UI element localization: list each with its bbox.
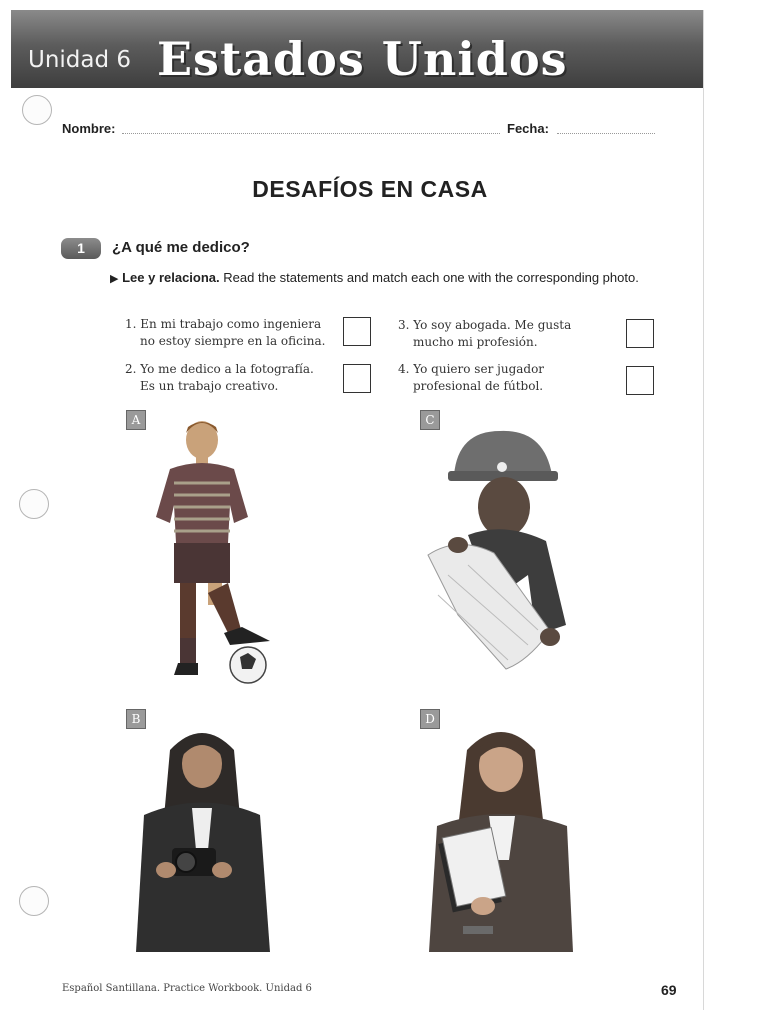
date-label: Fecha:: [507, 121, 549, 136]
play-arrow-icon: ▶: [110, 273, 119, 285]
binder-hole: [19, 886, 49, 916]
engineer-photo: [418, 425, 583, 675]
name-field[interactable]: [122, 133, 500, 134]
statement-3: [398, 317, 571, 351]
page-edge: [703, 10, 704, 1010]
unit-title: Estados Unidos: [157, 32, 568, 86]
photo-label-b: B: [126, 709, 146, 729]
name-label: Nombre:: [62, 121, 116, 136]
statement-line: 4. Yo quiero ser jugador: [398, 362, 545, 376]
exercise-title: ¿A qué me dedico?: [112, 239, 250, 256]
photo-label-a: A: [126, 410, 146, 430]
instruction-text: Read the statements and match each one with the corresponding photo.: [223, 270, 639, 285]
instruction-bold: Lee y relaciona.: [122, 270, 220, 285]
photo-label-d: D: [420, 709, 440, 729]
answer-box-4[interactable]: [626, 366, 654, 395]
unit-label: Unidad 6: [28, 47, 132, 73]
statement-line: Es un trabajo creativo.: [140, 379, 279, 393]
section-heading: DESAFÍOS EN CASA: [252, 176, 488, 202]
answer-box-1[interactable]: [343, 317, 371, 346]
statement-line: 2. Yo me dedico a la fotografía.: [125, 362, 314, 376]
statement-1: [125, 316, 325, 350]
binder-hole: [19, 489, 49, 519]
statement-4: [398, 361, 544, 395]
answer-box-2[interactable]: [343, 364, 371, 393]
unit-banner: [11, 10, 703, 88]
statement-line: 1. En mi trabajo como ingeniera: [125, 317, 322, 331]
statement-2: [125, 361, 314, 395]
statement-line: 3. Yo soy abogada. Me gusta: [398, 318, 572, 332]
page-number: 69: [661, 982, 677, 998]
statement-line: profesional de fútbol.: [413, 379, 544, 393]
photographer-photo: [130, 720, 275, 955]
footer-credit: Español Santillana. Practice Workbook. Unidad 6: [62, 983, 312, 994]
exercise-instruction: [110, 269, 655, 288]
statement-line: mucho mi profesión.: [413, 335, 538, 349]
statement-line: no estoy siempre en la oficina.: [140, 334, 326, 348]
binder-hole: [22, 95, 52, 125]
exercise-number-badge: 1: [61, 238, 101, 259]
lawyer-photo: [423, 720, 578, 955]
answer-box-3[interactable]: [626, 319, 654, 348]
soccer-player-photo: [130, 413, 280, 688]
date-field[interactable]: [557, 133, 655, 134]
photo-label-c: C: [420, 410, 440, 430]
